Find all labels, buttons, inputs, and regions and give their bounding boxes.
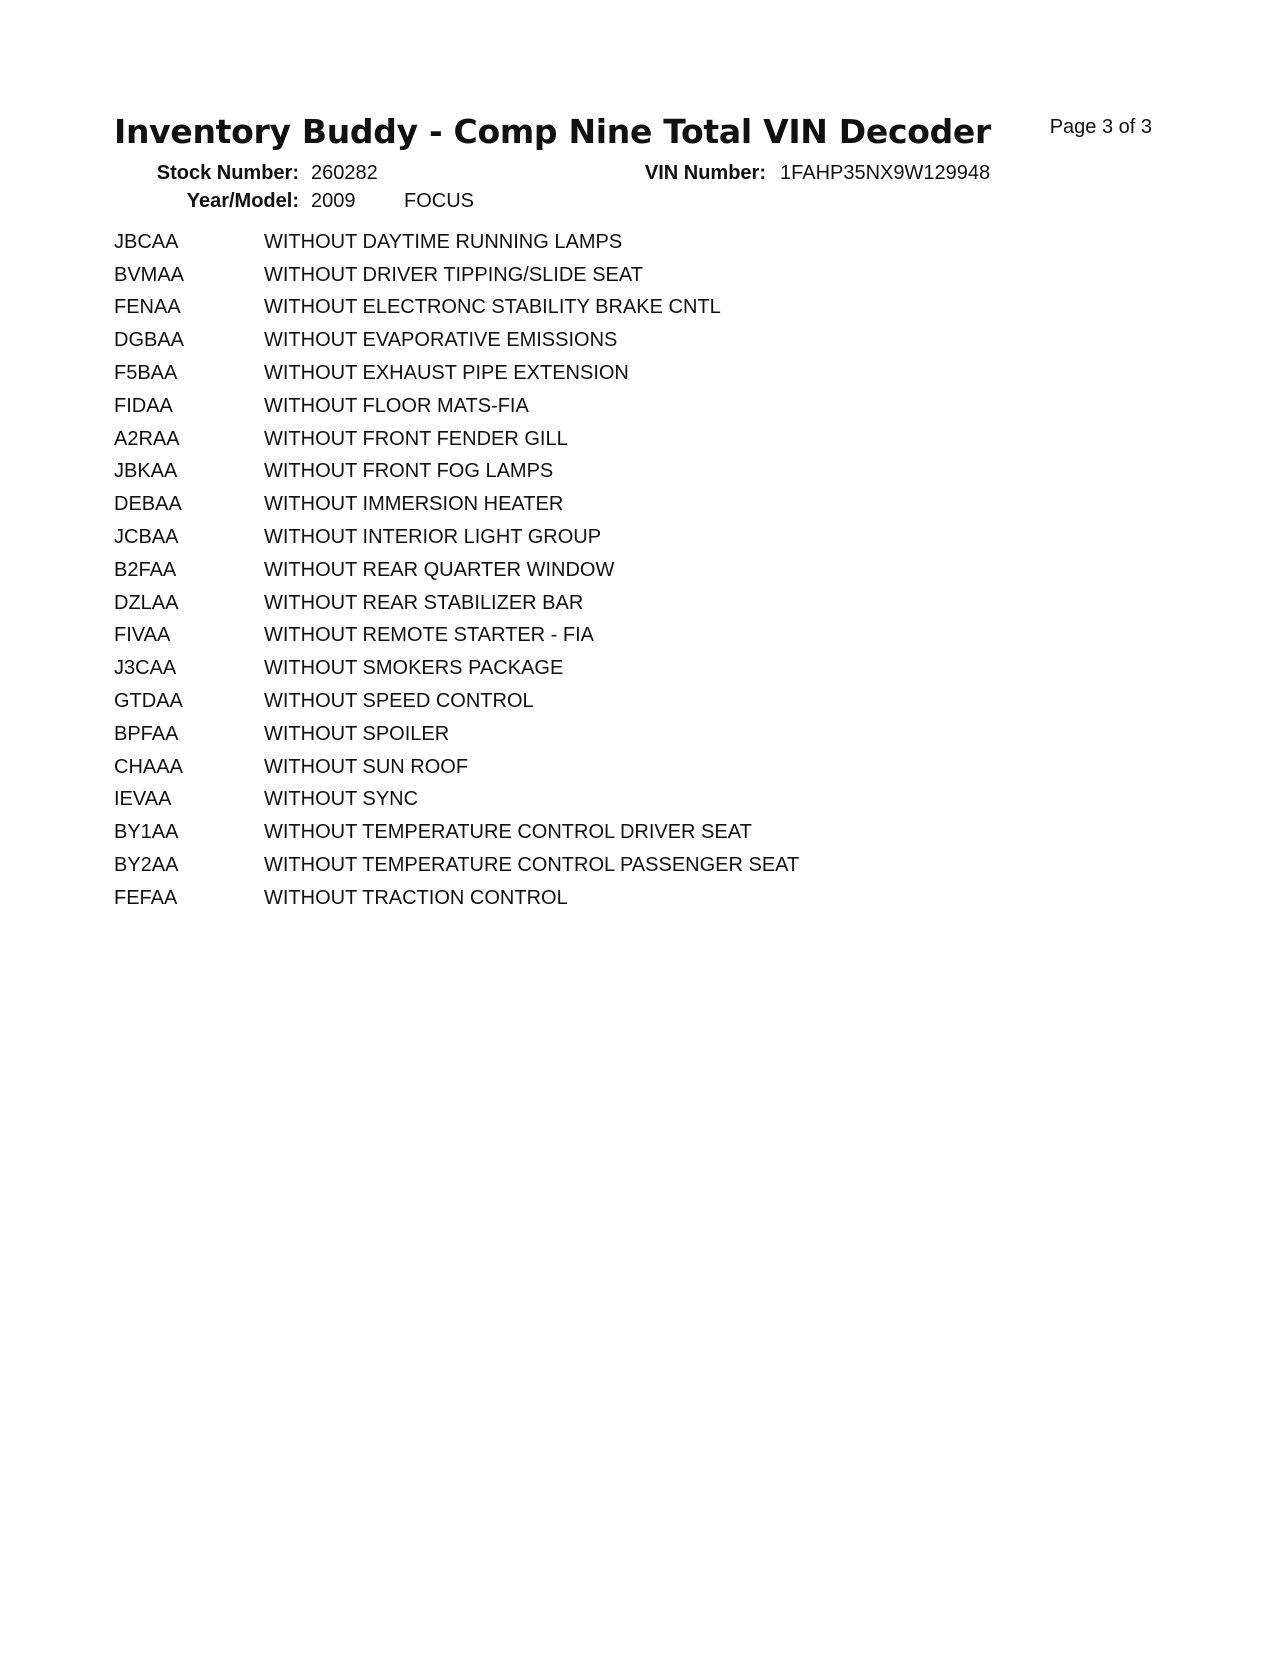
option-row (114, 816, 1114, 849)
option-code: BPFAA (114, 722, 179, 745)
model-value: FOCUS (404, 190, 474, 212)
option-description: WITHOUT ELECTRONC STABILITY BRAKE CNTL (264, 296, 721, 319)
option-row (114, 554, 1114, 587)
option-description: WITHOUT REAR QUARTER WINDOW (264, 558, 615, 581)
option-description: WITHOUT INTERIOR LIGHT GROUP (264, 526, 602, 549)
page-title: Inventory Buddy - Comp Nine Total VIN Decoder (114, 112, 991, 151)
option-description: WITHOUT SUN ROOF (264, 755, 469, 778)
option-code: FEFAA (114, 886, 178, 909)
option-row (114, 226, 1114, 259)
option-description: WITHOUT TRACTION CONTROL (264, 886, 568, 909)
option-description: WITHOUT TEMPERATURE CONTROL DRIVER SEAT (264, 821, 752, 844)
option-code: JBKAA (114, 460, 178, 483)
year-value: 2009 (311, 190, 356, 212)
option-description: WITHOUT FRONT FENDER GILL (264, 427, 568, 450)
option-description: WITHOUT FRONT FOG LAMPS (264, 460, 554, 483)
option-row (114, 456, 1114, 489)
option-description: WITHOUT SPOILER (264, 722, 450, 745)
option-row (114, 849, 1114, 882)
option-row (114, 292, 1114, 325)
option-description: WITHOUT EVAPORATIVE EMISSIONS (264, 329, 618, 352)
option-row (114, 685, 1114, 718)
option-row (114, 784, 1114, 817)
option-row (114, 521, 1114, 554)
option-code: JBCAA (114, 230, 179, 253)
option-description: WITHOUT SYNC (264, 788, 419, 811)
option-code: BVMAA (114, 263, 185, 286)
option-description: WITHOUT REAR STABILIZER BAR (264, 591, 584, 614)
option-row (114, 652, 1114, 685)
stock-number-value: 260282 (311, 162, 378, 184)
option-row (114, 357, 1114, 390)
option-description: WITHOUT SPEED CONTROL (264, 690, 534, 713)
page-number: Page 3 of 3 (1049, 116, 1152, 138)
option-code: JCBAA (114, 526, 179, 549)
stock-number-label: Stock Number: (156, 162, 299, 184)
option-code: CHAAA (114, 755, 183, 778)
year-model-label: Year/Model: (186, 190, 299, 212)
option-code: A2RAA (114, 427, 180, 450)
option-row (114, 882, 1114, 915)
option-code: GTDAA (114, 690, 183, 713)
vin-number-value: 1FAHP35NX9W129948 (780, 162, 991, 184)
option-code: FIVAA (114, 624, 171, 647)
option-description: WITHOUT DRIVER TIPPING/SLIDE SEAT (264, 263, 643, 286)
option-row (114, 718, 1114, 751)
option-row (114, 324, 1114, 357)
option-row (114, 620, 1114, 653)
option-code: BY2AA (114, 854, 179, 877)
option-row (114, 587, 1114, 620)
option-code: FENAA (114, 296, 181, 319)
option-code: F5BAA (114, 362, 178, 385)
option-description: WITHOUT FLOOR MATS-FIA (264, 394, 529, 417)
option-code: DEBAA (114, 493, 182, 516)
option-code: DZLAA (114, 591, 179, 614)
option-description: WITHOUT DAYTIME RUNNING LAMPS (264, 230, 623, 253)
option-description: WITHOUT TEMPERATURE CONTROL PASSENGER SEAT (264, 854, 800, 877)
option-code: DGBAA (114, 329, 185, 352)
option-description: WITHOUT SMOKERS PACKAGE (264, 657, 564, 680)
option-code: B2FAA (114, 558, 177, 581)
option-description: WITHOUT REMOTE STARTER - FIA (264, 624, 594, 647)
option-row (114, 259, 1114, 292)
option-code: J3CAA (114, 657, 177, 680)
vin-number-label: VIN Number: (644, 162, 766, 184)
option-code: IEVAA (114, 788, 172, 811)
option-description: WITHOUT IMMERSION HEATER (264, 493, 564, 516)
option-row (114, 423, 1114, 456)
options-list (114, 226, 1114, 915)
option-code: FIDAA (114, 394, 173, 417)
option-row (114, 751, 1114, 784)
option-description: WITHOUT EXHAUST PIPE EXTENSION (264, 362, 629, 385)
option-code: BY1AA (114, 821, 179, 844)
option-row (114, 488, 1114, 521)
option-row (114, 390, 1114, 423)
